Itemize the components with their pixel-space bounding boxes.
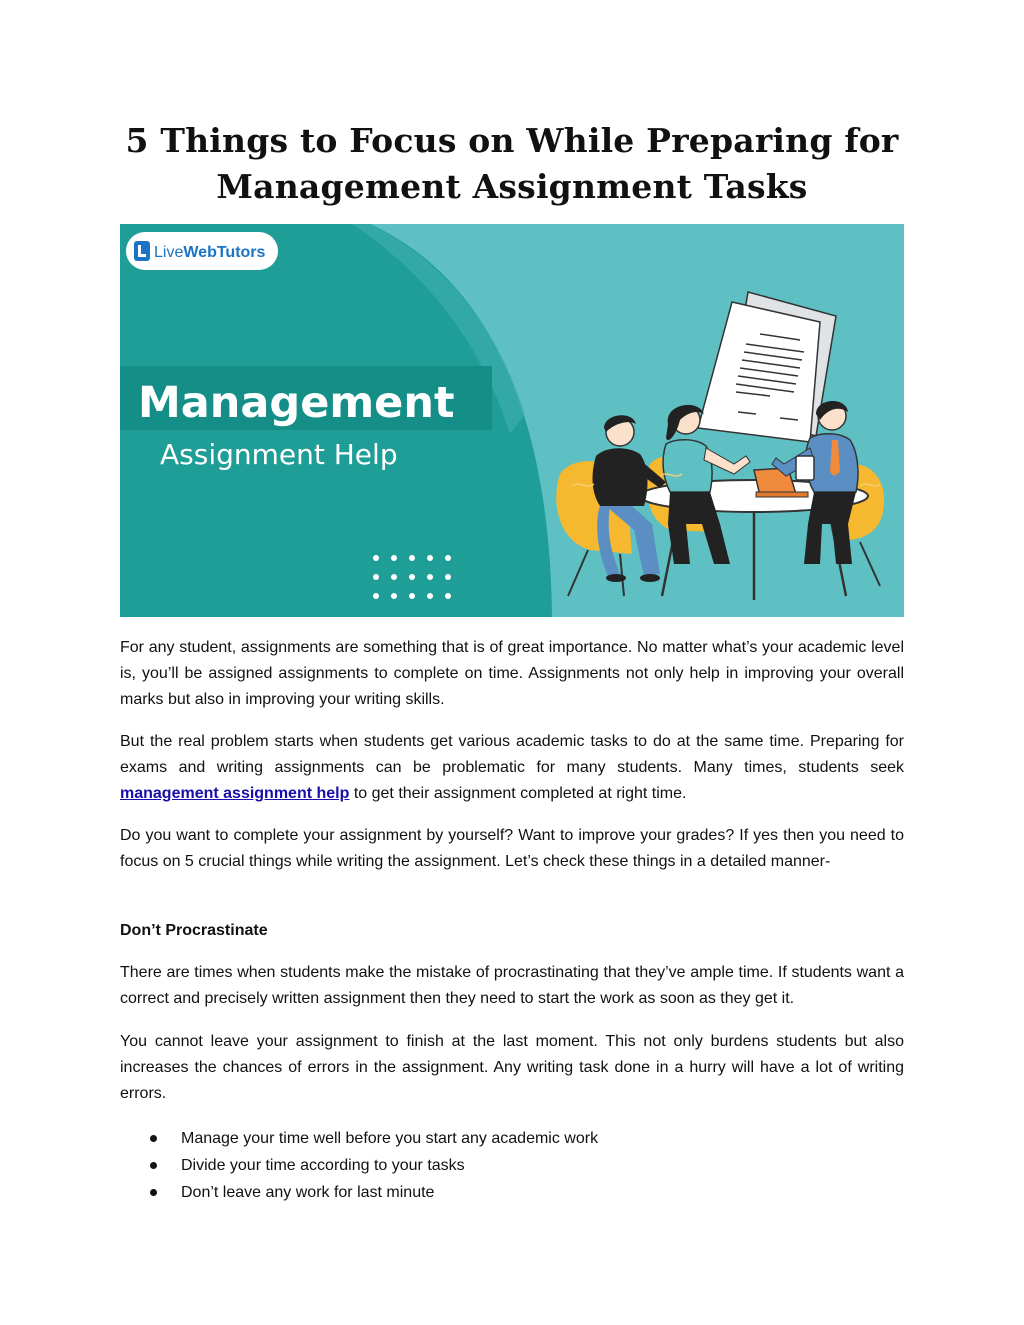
paragraph-1: For any student, assignments are something that is of great importance. No matter what’s your academic level is, you’ll be assigned assignments to complete on time. Assignments not only help in improving your overall marks but also in improving your writing skills. xyxy=(120,639,904,708)
banner-image xyxy=(120,224,904,617)
paragraph-4: There are times when students make the mistake of procrastinating that they’ve ample time. If students want a correct and precisely written assignment then they need to start the work as soon as they get it. xyxy=(120,964,904,1007)
list-item: Divide your time according to your tasks xyxy=(148,1152,598,1179)
paragraph-2 xyxy=(120,729,904,806)
banner-subheading: Assignment Help xyxy=(160,438,398,471)
paragraph-2-text-before: But the real problem starts when students get various academic tasks to do at the same time. Preparing for exams and writing assignments can be problematic for many students. Many times, students seek xyxy=(120,733,904,776)
logo-text: LiveWebTutors xyxy=(154,244,266,261)
paragraph-5: You cannot leave your assignment to finish at the last moment. This not only burdens students but also increases the chances of errors in the assignment. Any writing task done in a hurry will have a lot of writing errors. xyxy=(120,1033,904,1102)
banner-heading: Management xyxy=(138,378,455,428)
list-item: Manage your time well before you start any academic work xyxy=(148,1125,598,1152)
paragraph-2-text-after: to get their assignment completed at right time. xyxy=(349,784,687,802)
paragraph-3: Do you want to complete your assignment by yourself? Want to improve your grades? If yes then you need to focus on 5 crucial things while writing the assignment. Let’s check these things in a detailed manner- xyxy=(120,827,904,870)
title-line-2: Management Assignment Tasks xyxy=(216,167,808,206)
logo-badge xyxy=(126,232,278,270)
page-title xyxy=(120,118,904,210)
title-line-1: 5 Things to Focus on While Preparing for xyxy=(125,121,899,160)
management-assignment-help-link[interactable]: management assignment help xyxy=(120,784,350,802)
bullet-list xyxy=(148,1125,598,1206)
list-item: Don’t leave any work for last minute xyxy=(148,1179,598,1206)
section-heading: Don’t Procrastinate xyxy=(120,922,268,939)
